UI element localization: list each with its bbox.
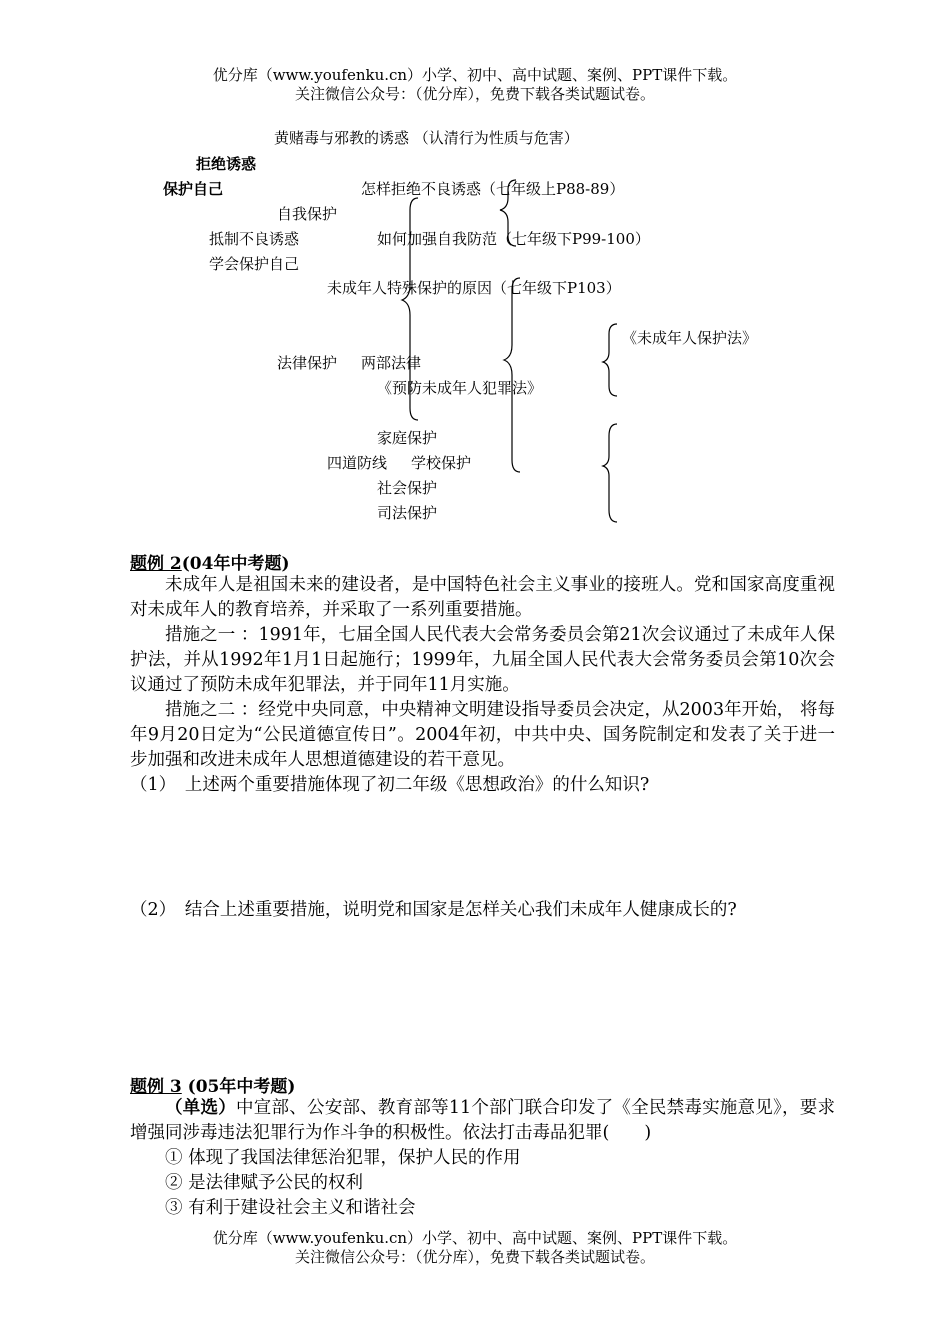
outline-learn-protect: 学会保护自己 <box>209 255 300 273</box>
outline-resist: 抵制不良诱惑 <box>209 230 300 248</box>
outline-protect-self: 保护自己 <box>163 180 224 198</box>
brace-small-top <box>500 180 516 246</box>
example3-title <box>130 1072 295 1097</box>
example3-title-label: 题例 3 <box>130 1077 182 1097</box>
example2-title <box>130 549 290 574</box>
outline-school: 学校保护 <box>411 454 472 472</box>
outline-self-protect: 自我保护 <box>277 205 338 223</box>
footer-line-1: 优分库（www.youfenku.cn）小学、初中、高中试题、案例、PPT课件下载。 <box>212 1229 738 1247</box>
brace-self-protect <box>402 198 418 420</box>
outline-law-minor: 《未成年人保护法》 <box>622 329 758 347</box>
example3-intro-label: （单选） <box>165 1098 236 1118</box>
outline-top-line: 黄赌毒与邪教的诱惑 （认清行为性质与危害） <box>274 129 579 147</box>
outline-law-crime: 《预防未成年人犯罪法》 <box>377 379 543 397</box>
outline-how-strengthen: 如何加强自我防范（七年级下P99-100） <box>377 230 650 248</box>
outline-society: 社会保护 <box>377 479 438 497</box>
example2-paragraph-3: 措施之二 ：经党中央同意，中央精神文明建设指导委员会决定，从2003年开始， 将每年9月20日定为“公民道德宣传日”。2004年初，中共中央、国务院制定和发表了关于进一步加强和改进未成年人思想道德建设的若干意见。 <box>130 700 835 770</box>
example2-title-label: 题例 2 <box>130 554 182 574</box>
example2-question-1: （1） 上述两个重要措施体现了初二年级《思想政治》的什么知识? <box>130 775 650 795</box>
example3-intro-text: 中宣部、公安部、教育部等11个部门联合印发了《全民禁毒实施意见》，要求增强同涉毒违法犯罪行为作斗争的积极性。依法打击毒品犯罪( ) <box>130 1098 836 1143</box>
footer-line-2: 关注微信公众号：（优分库），免费下载各类试题试卷。 <box>294 1248 655 1266</box>
outline-refuse: 拒绝诱惑 <box>196 155 257 173</box>
example2-paragraph-1: 未成年人是祖国未来的建设者，是中国特色社会主义事业的接班人。党和国家高度重视对未成年人的教育培养，并采取了一系列重要措施。 <box>130 575 835 620</box>
outline-two-laws: 两部法律 <box>361 354 422 372</box>
brace-laws <box>603 324 617 396</box>
example3-option-1: ① 体现了我国法律惩治犯罪，保护人民的作用 <box>165 1148 521 1168</box>
example2-paragraph-2: 措施之一 ：1991年，七届全国人民代表大会常务委员会第21次会议通过了未成年人保护法，并从1992年1月1日起施行；1999年，九届全国人民代表大会常务委员会第10次会议通过了预防未成年犯罪法，并于同年11月实施。 <box>130 625 835 695</box>
outline-four-lines: 四道防线 <box>327 454 388 472</box>
example3-title-source: (05年中考题) <box>181 1077 296 1097</box>
header-line-2: 关注微信公众号：（优分库），免费下载各类试题试卷。 <box>294 85 655 103</box>
example3-option-3: ③ 有利于建设社会主义和谐社会 <box>165 1198 416 1218</box>
example3-option-2: ② 是法律赋予公民的权利 <box>165 1173 364 1193</box>
brace-legal <box>504 278 520 472</box>
example2-question-2: （2） 结合上述重要措施，说明党和国家是怎样关心我们未成年人健康成长的? <box>130 900 737 920</box>
brace-four-lines <box>603 424 617 522</box>
outline-braces <box>0 0 950 540</box>
example2-title-source: (04年中考题) <box>181 554 290 574</box>
header-line-1: 优分库（www.youfenku.cn）小学、初中、高中试题、案例、PPT课件下载。 <box>212 66 738 84</box>
example3-intro <box>130 1096 835 1146</box>
outline-reason: 未成年人特殊保护的原因（七年级下P103） <box>327 279 621 297</box>
outline-how-refuse: 怎样拒绝不良诱惑（七年级上P88-89） <box>361 180 625 198</box>
outline-legal: 法律保护 <box>277 354 338 372</box>
outline-family: 家庭保护 <box>377 429 438 447</box>
outline-judicial: 司法保护 <box>377 504 438 522</box>
